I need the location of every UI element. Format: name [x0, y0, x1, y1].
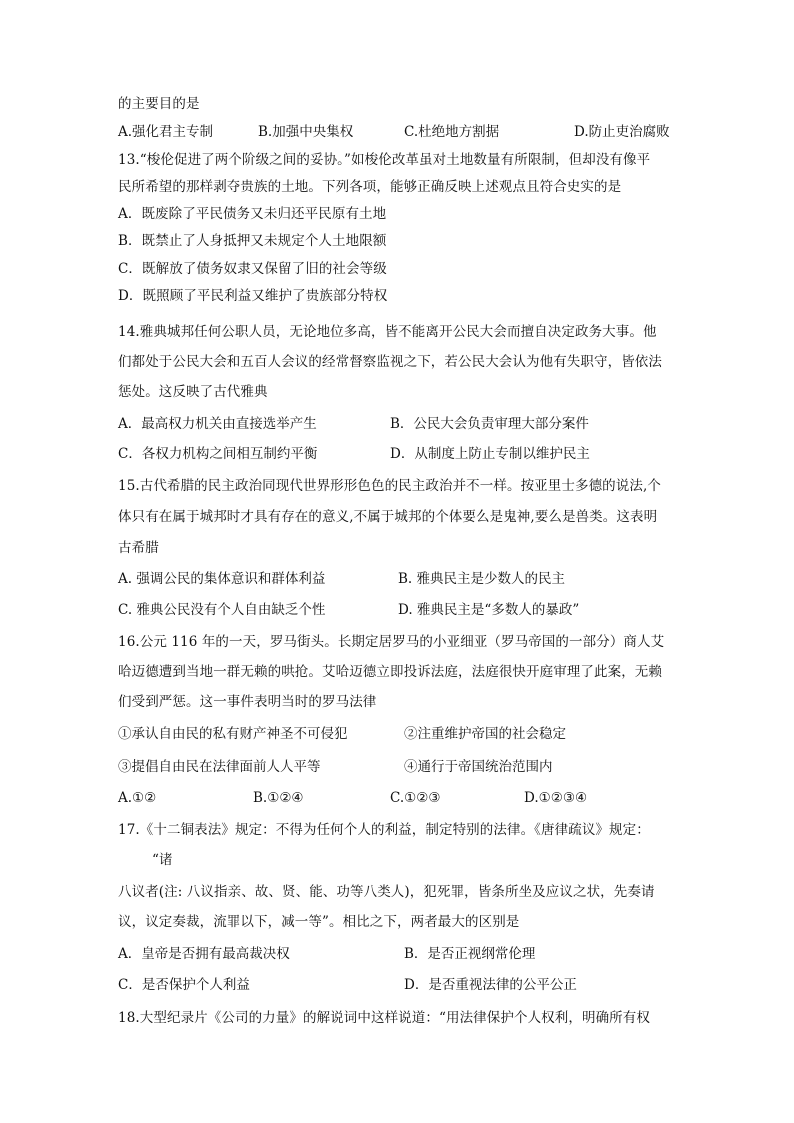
q16-item-4: ④通行于帝国统治范围内 [404, 759, 553, 775]
q14-option-b: B．公民大会负责审理大部分案件 [390, 416, 589, 432]
q15-stem-line: 15.古代希腊的民主政治同现代世界形形色色的民主政治并不一样。按亚里士多德的说法,个 [118, 478, 661, 494]
q15-stem-line: 古希腊 [118, 540, 159, 556]
q12-stem: 的主要目的是 [118, 96, 200, 112]
q14-stem-line: 们都处于公民大会和五百人会议的经常督察监视之下，若公民大会认为他有失职守，皆依法 [118, 354, 662, 370]
q16-item-1: ①承认自由民的私有财产神圣不可侵犯 [118, 726, 348, 742]
q18-stem-line: 18.大型纪录片《公司的力量》的解说词中这样说道：“用法律保护个人权利，明确所有权 [118, 1010, 650, 1026]
q16-option-a: A.①② [118, 790, 157, 806]
q14-option-d: D．从制度上防止专制以维护民主 [390, 446, 590, 462]
q12-option-a: A.强化君主专制 [118, 124, 214, 140]
q17-option-c: C．是否保护个人利益 [118, 977, 250, 993]
q15-option-a: A. 强调公民的集体意识和群体利益 [118, 571, 326, 587]
q15-stem-line: 体只有在属于城邦时才具有存在的意义,不属于城邦的个体要么是鬼神,要么是兽类。这表明 [118, 509, 658, 525]
q14-stem-line: 14.雅典城邦任何公职人员，无论地位多高，皆不能离开公民大会而擅自决定政务大事。他 [118, 324, 657, 340]
q17-stem-line: “诸 [152, 852, 173, 868]
q12-option-c: C.杜绝地方割据 [404, 124, 500, 140]
q13-option-a: A．既废除了平民债务又未归还平民原有土地 [118, 206, 387, 222]
q14-stem-line: 惩处。这反映了古代雅典 [118, 384, 268, 400]
q16-stem-line: 们受到严惩。这一事件表明当时的罗马法律 [118, 694, 377, 710]
q17-stem-line: 议，议定奏裁，流罪以下，减一等”。相比之下，两者最大的区别是 [118, 914, 520, 930]
q16-stem-line: 16.公元 116 年的一天，罗马街头。长期定居罗马的小亚细亚（罗马帝国的一部分）商人艾 [118, 634, 665, 650]
q16-item-2: ②注重维护帝国的社会稳定 [404, 726, 566, 742]
q16-option-b: B.①②④ [253, 790, 304, 806]
q17-stem-line: 八议者(注: 八议指亲、故、贤、能、功等八类人)，犯死罪，皆条所坐及应议之状，先奏请 [118, 884, 655, 900]
q15-option-d: D. 雅典民主是“多数人的暴政” [398, 602, 580, 618]
q17-option-b: B．是否正视纲常伦理 [404, 946, 536, 962]
q15-option-c: C. 雅典公民没有个人自由缺乏个性 [118, 602, 326, 618]
q16-option-c: C.①②③ [390, 790, 441, 806]
q13-option-b: B．既禁止了人身抵押又未规定个人土地限额 [118, 233, 387, 249]
q13-stem-line: 民所希望的那样剥夺贵族的土地。下列各项，能够正确反映上述观点且符合史实的是 [118, 179, 622, 195]
q16-option-d: D.①②③④ [524, 790, 588, 806]
q16-stem-line: 哈迈德遭到当地一群无赖的哄抢。艾哈迈德立即投诉法庭，法庭很快开庭审理了此案，无赖 [118, 664, 662, 680]
q13-option-d: D．既照顾了平民利益又维护了贵族部分特权 [118, 288, 388, 304]
q17-stem-line: 17.《十二铜表法》规定：不得为任何个人的利益，制定特别的法律。《唐律疏议》规定： [118, 822, 650, 838]
q17-option-d: D．是否重视法律的公平公正 [404, 977, 577, 993]
q14-option-a: A．最高权力机关由直接选举产生 [118, 416, 317, 432]
q17-option-a: A．皇帝是否拥有最高裁决权 [118, 946, 290, 962]
q16-item-3: ③提倡自由民在法律面前人人平等 [118, 759, 321, 775]
q15-option-b: B. 雅典民主是少数人的民主 [398, 571, 566, 587]
q12-option-d: D.防止吏治腐败 [574, 124, 670, 140]
q14-option-c: C．各权力机构之间相互制约平衡 [118, 446, 318, 462]
q13-option-c: C．既解放了债务奴隶又保留了旧的社会等级 [118, 261, 387, 277]
q13-stem-line: 13.“梭伦促进了两个阶级之间的妥协。”如梭伦改革虽对土地数量有所限制，但却没有像平 [118, 152, 651, 168]
q12-option-b: B.加强中央集权 [258, 124, 354, 140]
